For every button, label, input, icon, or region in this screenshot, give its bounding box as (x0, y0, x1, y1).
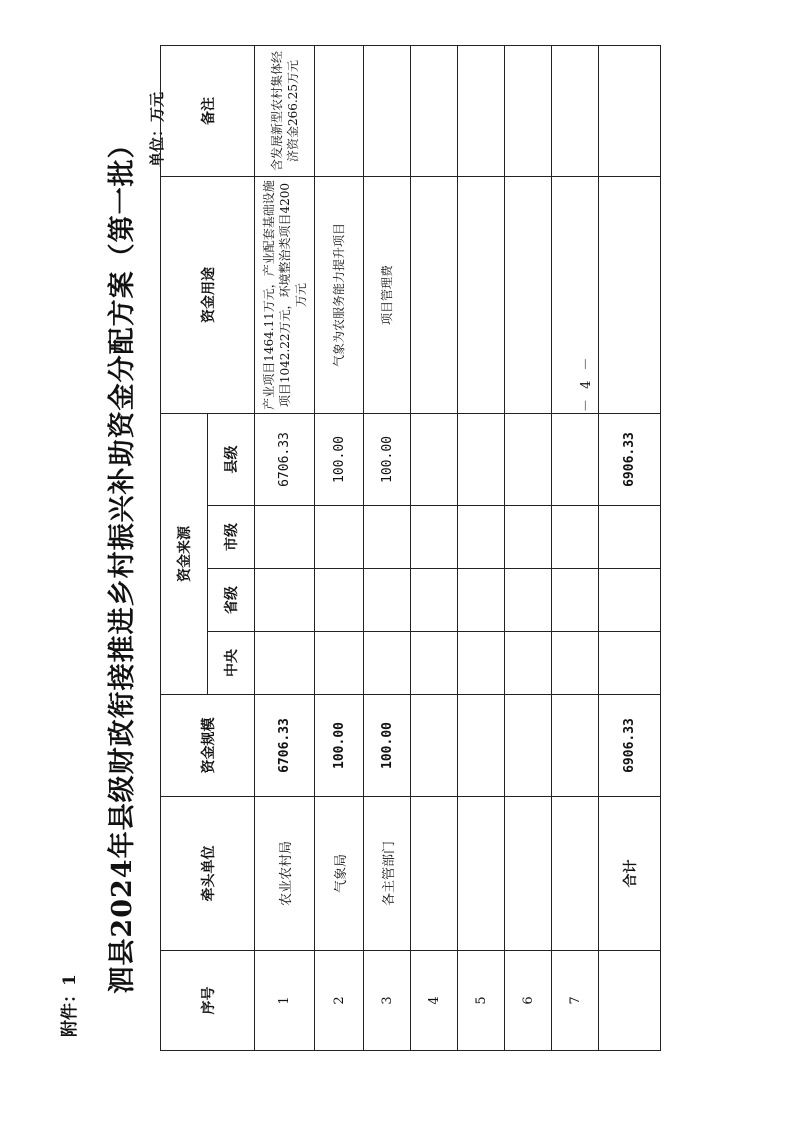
cell-use (411, 177, 458, 414)
cell-province (364, 569, 411, 632)
header-seq: 序号 (161, 951, 255, 1051)
cell-seq: 6 (505, 951, 552, 1051)
page-number: － 4 － (579, 354, 594, 412)
cell-county (505, 414, 552, 506)
allocation-table (160, 45, 661, 1051)
cell-seq (599, 951, 661, 1051)
total-county: 6906.33 (599, 414, 661, 506)
cell-unit (552, 797, 599, 951)
cell-province (315, 569, 364, 632)
cell-unit: 各主管部门 (364, 797, 411, 951)
cell-city (552, 506, 599, 569)
cell-use (599, 177, 661, 414)
cell-county: 100.00 (364, 414, 411, 506)
cell-remark (552, 46, 599, 177)
cell-use: 产业项目1464.11万元，产业配套基础设施项目1042.22万元，环境整治类项目4200万元 (255, 177, 315, 414)
cell-central (364, 632, 411, 695)
table-row (505, 46, 552, 1051)
cell-province (505, 569, 552, 632)
cell-county: 100.00 (315, 414, 364, 506)
cell-seq: 1 (255, 951, 315, 1051)
cell-unit: 农业农村局 (255, 797, 315, 951)
header-remark: 备注 (161, 46, 255, 177)
cell-city (458, 506, 505, 569)
page-title: 泗县2024年县级财政衔接推进乡村振兴补助资金分配方案（第一批） (107, 130, 138, 994)
cell-unit (411, 797, 458, 951)
cell-county: 6706.33 (255, 414, 315, 506)
cell-seq: 7 (552, 951, 599, 1051)
cell-central (315, 632, 364, 695)
cell-remark (458, 46, 505, 177)
header-city: 市级 (208, 506, 255, 569)
header-county: 县级 (208, 414, 255, 506)
cell-remark (505, 46, 552, 177)
header-lead-unit: 牵头单位 (161, 797, 255, 951)
cell-scale (458, 695, 505, 797)
attachment-label: 附件：1 (60, 974, 80, 1037)
cell-central (552, 632, 599, 695)
cell-city (315, 506, 364, 569)
table-row (315, 46, 364, 1051)
header-use: 资金用途 (161, 177, 255, 414)
table-row (255, 46, 315, 1051)
total-scale: 6906.33 (599, 695, 661, 797)
cell-seq: 5 (458, 951, 505, 1051)
cell-central (255, 632, 315, 695)
cell-unit (458, 797, 505, 951)
table-row (458, 46, 505, 1051)
cell-central (505, 632, 552, 695)
cell-remark (364, 46, 411, 177)
cell-unit: 气象局 (315, 797, 364, 951)
cell-province (411, 569, 458, 632)
cell-scale: 100.00 (364, 695, 411, 797)
cell-city (599, 506, 661, 569)
cell-county (411, 414, 458, 506)
total-row (599, 46, 661, 1051)
cell-scale: 6706.33 (255, 695, 315, 797)
cell-seq: 2 (315, 951, 364, 1051)
cell-central (458, 632, 505, 695)
cell-city (505, 506, 552, 569)
cell-province (255, 569, 315, 632)
cell-scale (552, 695, 599, 797)
cell-use (458, 177, 505, 414)
cell-remark (315, 46, 364, 177)
unit-label: 单位：万元 (148, 91, 166, 167)
cell-province (458, 569, 505, 632)
cell-county (458, 414, 505, 506)
cell-remark (599, 46, 661, 177)
cell-use: 气象为农服务能力提升项目 (315, 177, 364, 414)
table-row (364, 46, 411, 1051)
cell-central (411, 632, 458, 695)
cell-county (552, 414, 599, 506)
cell-seq: 3 (364, 951, 411, 1051)
header-scale: 资金规模 (161, 695, 255, 797)
table-row (411, 46, 458, 1051)
cell-unit (505, 797, 552, 951)
table-row (552, 46, 599, 1051)
cell-province (552, 569, 599, 632)
cell-scale (411, 695, 458, 797)
cell-province (599, 569, 661, 632)
cell-seq: 4 (411, 951, 458, 1051)
cell-use: 项目管理费 (364, 177, 411, 414)
cell-city (411, 506, 458, 569)
cell-central (599, 632, 661, 695)
header-central: 中央 (208, 632, 255, 695)
cell-use (505, 177, 552, 414)
header-source: 资金来源 (161, 414, 208, 695)
header-province: 省级 (208, 569, 255, 632)
cell-remark: 含发展新型农村集体经济资金266.25万元 (255, 46, 315, 177)
cell-scale: 100.00 (315, 695, 364, 797)
cell-remark (411, 46, 458, 177)
cell-city (364, 506, 411, 569)
cell-scale (505, 695, 552, 797)
cell-city (255, 506, 315, 569)
total-label: 合计 (599, 797, 661, 951)
